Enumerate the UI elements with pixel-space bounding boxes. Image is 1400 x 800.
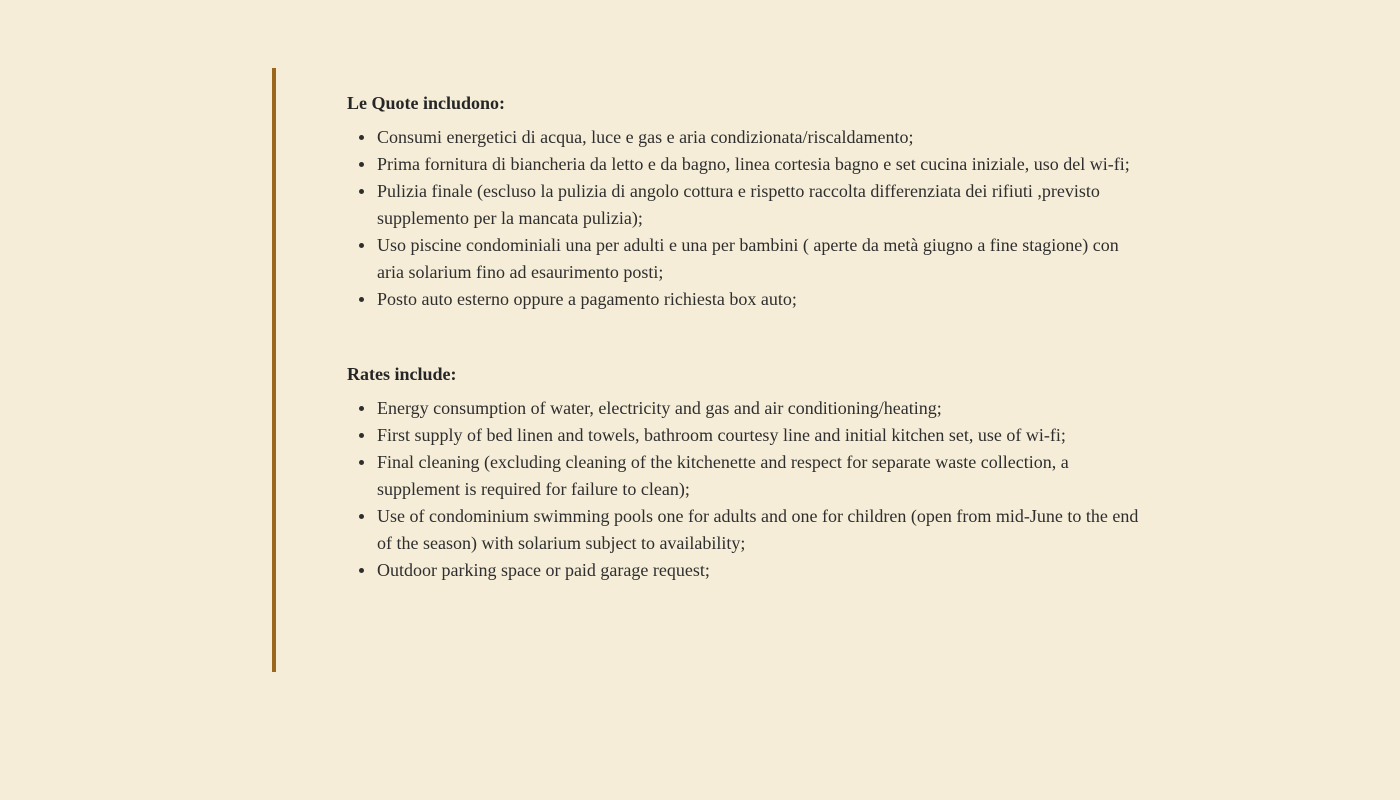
bullet-list-italian bbox=[347, 124, 1147, 313]
list-item-text: First supply of bed linen and towels, bathroom courtesy line and initial kitchen set, use of wi-fi; bbox=[377, 425, 1066, 445]
section-rates-english bbox=[347, 361, 1147, 584]
bullet-icon bbox=[347, 557, 377, 573]
bullet-icon bbox=[347, 503, 377, 519]
list-item bbox=[347, 557, 1147, 584]
list-item-text: Pulizia finale (escluso la pulizia di angolo cottura e rispetto raccolta differenziata dei rifiuti ,previsto supplemento per la mancata pulizia); bbox=[377, 181, 1100, 228]
list-item bbox=[347, 124, 1147, 151]
list-item bbox=[347, 395, 1147, 422]
section-heading-italian: Le Quote includono: bbox=[347, 93, 506, 113]
bullet-icon bbox=[347, 395, 377, 411]
list-item bbox=[347, 232, 1147, 286]
list-item-text: Prima fornitura di biancheria da letto e da bagno, linea cortesia bagno e set cucina iniziale, uso del wi-fi; bbox=[377, 154, 1130, 174]
list-item-text: Energy consumption of water, electricity and gas and air conditioning/heating; bbox=[377, 398, 942, 418]
bullet-icon bbox=[347, 124, 377, 140]
section-heading-english: Rates include: bbox=[347, 364, 457, 384]
list-item-text: Use of condominium swimming pools one for adults and one for children (open from mid-June to the end of the season) with solarium subject to availability; bbox=[377, 506, 1139, 553]
accent-vertical-rule bbox=[272, 68, 276, 672]
bullet-icon bbox=[347, 286, 377, 302]
list-item-text: Outdoor parking space or paid garage request; bbox=[377, 560, 710, 580]
bullet-icon bbox=[347, 449, 377, 465]
list-item-text: Uso piscine condominiali una per adulti e una per bambini ( aperte da metà giugno a fine stagione) con aria solarium fino ad esaurimento posti; bbox=[377, 235, 1119, 282]
content-block bbox=[347, 90, 1147, 584]
bullet-icon bbox=[347, 151, 377, 167]
list-item-text: Posto auto esterno oppure a pagamento richiesta box auto; bbox=[377, 289, 797, 309]
list-item bbox=[347, 178, 1147, 232]
list-item bbox=[347, 422, 1147, 449]
section-rates-italian bbox=[347, 90, 1147, 313]
bullet-icon bbox=[347, 232, 377, 248]
list-item-text: Consumi energetici di acqua, luce e gas e aria condizionata/riscaldamento; bbox=[377, 127, 914, 147]
bullet-icon bbox=[347, 178, 377, 194]
list-item bbox=[347, 286, 1147, 313]
bullet-list-english bbox=[347, 395, 1147, 584]
bullet-icon bbox=[347, 422, 377, 438]
list-item bbox=[347, 151, 1147, 178]
list-item-text: Final cleaning (excluding cleaning of the kitchenette and respect for separate waste collection, a supplement is required for failure to clean); bbox=[377, 452, 1069, 499]
list-item bbox=[347, 503, 1147, 557]
list-item bbox=[347, 449, 1147, 503]
